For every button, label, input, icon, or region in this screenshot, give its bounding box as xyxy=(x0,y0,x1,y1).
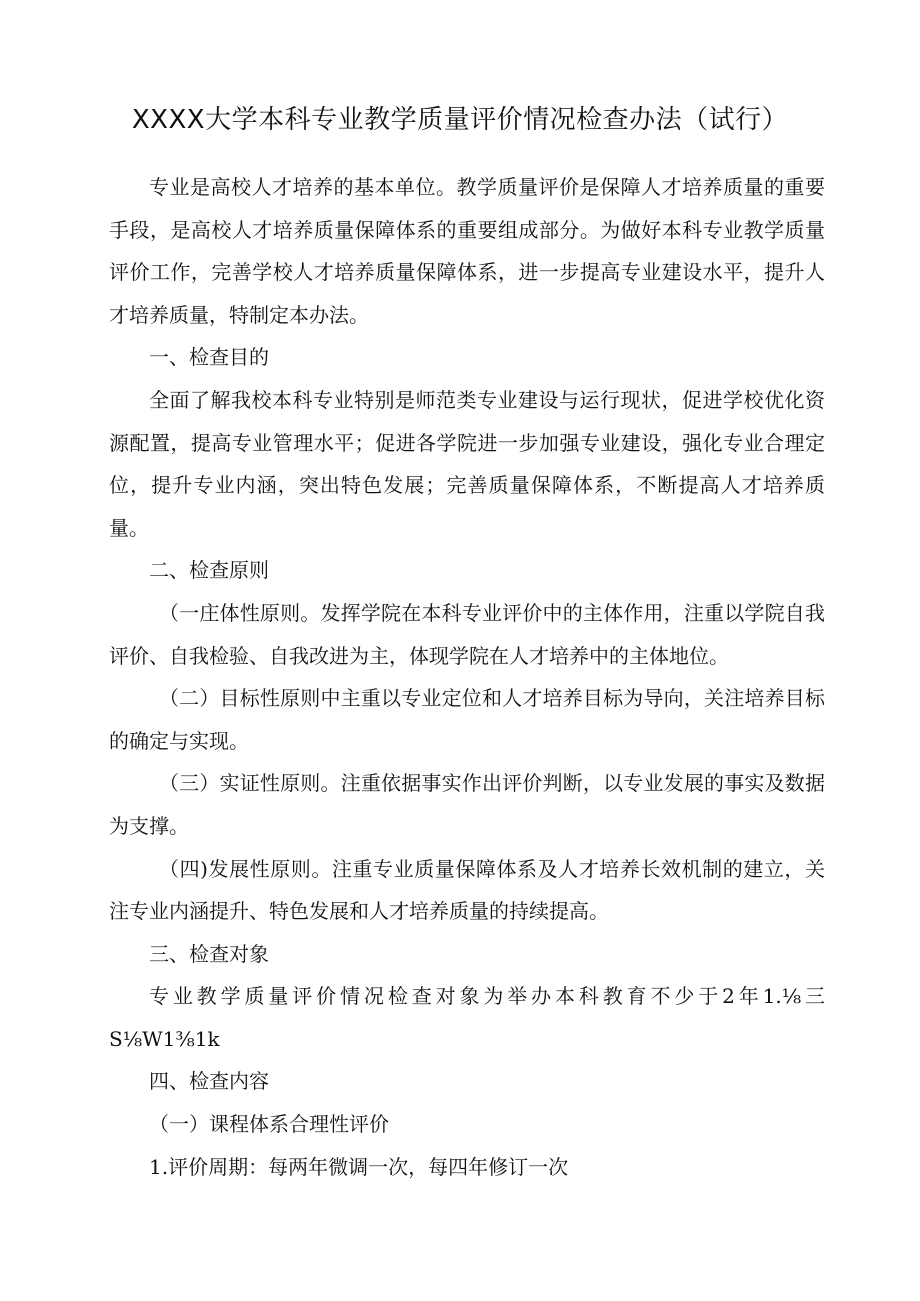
section-heading-content: 四、检查内容 xyxy=(149,1069,269,1094)
principle-item-4: （四)发展性原则。注重专业质量保障体系及人才培养长效机制的建立，关注专业内涵提升、特色发展和人才培养质量的持续提高。 xyxy=(109,856,825,924)
section-heading-targets: 三、检查对象 xyxy=(149,941,269,966)
document-title: XXXX大学本科专业教学质量评价情况检查办法（试行） xyxy=(131,105,789,135)
section-heading-principles: 二、检查原则 xyxy=(149,558,269,583)
section-heading-purpose: 一、检查目的 xyxy=(149,345,269,370)
intro-paragraph: 专业是高校人才培养的基本单位。教学质量评价是保障人才培养质量的重要手段，是高校人才培养质量保障体系的重要组成部分。为做好本科专业教学质量评价工作，完善学校人才培养质量保障体系，进一步提高专业建设水平，提升人才培养质量，特制定本办法。 xyxy=(109,175,825,327)
content-subheading-1: （一）课程体系合理性评价 xyxy=(149,1112,389,1137)
principle-item-2: （二）目标性原则中主重以专业定位和人才培养目标为导向，关注培养目标的确定与实现。 xyxy=(109,686,825,753)
document-body xyxy=(109,166,825,1188)
principle-item-3: （三）实证性原则。注重依据事实作出评价判断，以专业发展的事实及数据为支撑。 xyxy=(109,771,825,838)
purpose-paragraph: 全面了解我校本科专业特别是师范类专业建设与运行现状，促进学校优化资源配置，提高专业管理水平；促进各学院进一步加强专业建设，强化专业合理定位，提升专业内涵，突出特色发展；完善质量保障体系，不断提高人才培养质量。 xyxy=(109,387,825,540)
targets-paragraph: 专业教学质量评价情况检查对象为举办本科教育不少于2年1.⅛三S⅛W1⅜1k xyxy=(109,984,825,1051)
principle-item-1: （一庄体性原则。发挥学院在本科专业评价中的主体作用，注重以学院自我评价、自我检验、自我改进为主，体现学院在人才培养中的主体地位。 xyxy=(109,600,825,668)
content-item-1: 1.评价周期：每两年微调一次，每四年修订一次 xyxy=(149,1154,569,1179)
